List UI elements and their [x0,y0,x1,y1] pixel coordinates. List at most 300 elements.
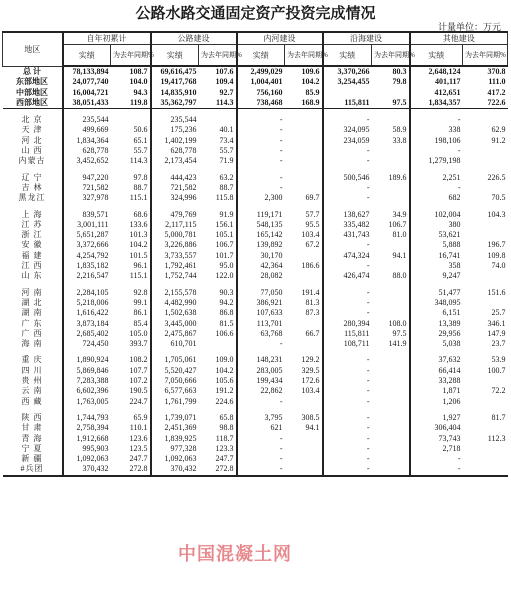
prev-year-cell: 100.7 [487,365,506,375]
prev-year-cell [463,230,508,240]
region-cell: 贵 州 [3,376,63,386]
prev-year-cell: 308.5 [285,413,323,423]
actual-cell: 426,474 [343,271,370,281]
region-cell: 江 苏 [3,220,63,230]
actual-cell: 3,445,000 [164,318,197,328]
actual-cell: - [279,115,283,125]
prev-year-cell: 94.3 [111,88,151,98]
table-row [3,88,508,98]
prev-year-cell [372,193,410,203]
prev-year-cell [463,454,508,464]
actual-cell: 234,059 [343,135,370,145]
prev-year-cell: 33.8 [372,136,410,146]
prev-year-cell [372,454,410,464]
actual-cell: 3,873,184 [76,318,109,328]
prev-year-cell: 104.0 [111,77,151,87]
actual-cell: - [366,365,370,375]
actual-cell: 412,651 [434,87,461,97]
actual-cell: 756,160 [256,87,283,97]
prev-year-cell: 55.7 [199,146,237,156]
actual-cell: 2,284,105 [76,287,109,297]
prev-year-cell: 86.8 [199,308,237,318]
actual-cell: 2,155,578 [164,287,197,297]
prev-year-cell: 86.1 [111,308,151,318]
prev-year-cell: 108.7 [111,66,151,77]
region-cell: 辽 宁 [3,173,63,183]
prev-year-cell [285,319,323,329]
actual-cell: 283,005 [256,365,283,375]
actual-cell: 38,051,433 [63,98,111,109]
table-row [3,413,508,423]
prev-year-header: 为去年同期% [199,45,237,67]
prev-year-cell [463,397,508,407]
prev-year-cell [111,115,151,125]
region-cell: 山 东 [3,271,63,281]
prev-year-cell [372,115,410,125]
actual-cell: 29,956 [438,328,461,338]
table-row [3,156,508,166]
actual-cell: 235,544 [82,115,109,125]
actual-cell: 306,404 [434,423,461,433]
table-row [3,136,508,146]
prev-year-cell [463,220,508,230]
table-row [3,355,508,365]
actual-cell: - [366,261,370,271]
actual-cell: - [457,115,461,125]
prev-year-cell: 65.1 [111,136,151,146]
actual-cell: - [366,386,370,396]
actual-cell: 4,482,990 [164,297,197,307]
actual-cell: 1,835,182 [76,261,109,271]
prev-year-cell: 191.4 [285,288,323,298]
prev-year-cell [285,464,323,475]
prev-year-cell [285,136,323,146]
group-header-coastal: 沿海建设 [323,32,410,45]
actual-cell: 1,705,061 [164,355,197,365]
prev-year-cell: 65.9 [111,413,151,423]
prev-year-cell: 103.4 [285,386,323,396]
prev-year-cell: 40.1 [199,125,237,135]
prev-year-cell: 247.7 [111,454,151,464]
actual-cell: 1,206 [442,396,461,406]
actual-cell: 358 [448,261,461,271]
prev-year-cell: 108.2 [111,355,151,365]
prev-year-cell: 81.0 [372,230,410,240]
prev-year-cell: 151.6 [487,287,506,297]
actual-cell: 1,763,005 [76,396,109,406]
actual-cell: - [457,146,461,156]
prev-year-cell: 99.1 [111,298,151,308]
actual-cell: 108,711 [343,339,370,349]
prev-year-cell [285,125,323,135]
actual-cell: 3,372,666 [76,240,109,250]
actual-cell: 479,769 [170,209,197,219]
actual-cell: 1,834,357 [410,98,463,109]
actual-cell: 1,834,364 [76,135,109,145]
actual-cell: 324,095 [343,125,370,135]
prev-year-cell: 123.3 [199,444,237,454]
actual-cell: - [366,454,370,464]
prev-year-cell: 92.7 [199,88,237,98]
actual-cell: 327,978 [82,193,109,203]
actual-cell: 721,582 [170,182,197,192]
actual-cell: 2,499,029 [250,67,283,76]
actual-cell: - [323,464,372,475]
actual-cell: 35,362,797 [151,98,199,109]
prev-year-cell: 79.8 [372,77,410,87]
prev-year-cell [372,413,410,423]
prev-year-cell [285,397,323,407]
actual-cell: 621 [270,423,283,433]
prev-year-cell: 95.5 [285,220,323,230]
prev-year-cell [372,434,410,444]
prev-year-cell [372,261,410,271]
prev-year-cell [372,288,410,298]
region-cell: 湖 南 [3,308,63,318]
actual-cell: 1,502,638 [164,308,197,318]
actual-cell: 73,743 [438,433,461,443]
actual-cell: 2,475,867 [164,328,197,338]
actual-cell: 6,602,396 [76,386,109,396]
actual-cell: 3,254,455 [337,77,370,87]
actual-cell: 3,733,557 [164,250,197,260]
actual-cell: 165,142 [256,230,283,240]
actual-cell: 280,394 [343,318,370,328]
actual-cell: 13,389 [438,318,461,328]
prev-year-cell: 57.7 [285,210,323,220]
watermark: 中国混凝土网 [178,544,292,565]
prev-year-cell: 168.9 [285,98,323,109]
actual-cell: 2,758,394 [76,423,109,433]
actual-cell: 22,862 [260,386,283,396]
prev-year-cell: 186.6 [285,261,323,271]
actual-cell: 198,106 [434,135,461,145]
region-cell: 山 西 [3,146,63,156]
actual-cell: 610,701 [170,339,197,349]
actual-cell: 5,000,781 [164,230,197,240]
prev-year-cell: 109.8 [487,250,506,260]
prev-year-cell: 63.2 [199,173,237,183]
prev-year-cell [463,464,508,475]
actual-cell: 53,621 [438,230,461,240]
actual-cell: - [366,443,370,453]
region-cell: 总 计 [3,66,63,77]
actual-cell: - [366,115,370,125]
prev-year-cell: 81.3 [285,298,323,308]
prev-year-cell [372,366,410,376]
actual-cell: 5,888 [442,240,461,250]
prev-year-cell: 80.3 [372,66,410,77]
region-cell: 广 东 [3,319,63,329]
actual-header: 实绩 [323,45,372,67]
region-cell: 重 庆 [3,355,63,365]
actual-cell: 115,811 [323,98,372,109]
actual-cell: 2,451,369 [164,423,197,433]
actual-header: 实绩 [63,45,111,67]
actual-cell: 3,795 [264,412,283,422]
prev-year-cell: 108.0 [372,319,410,329]
actual-cell: 5,869,846 [76,365,109,375]
prev-year-cell: 98.8 [199,423,237,433]
actual-cell: 69,616,475 [160,67,197,76]
actual-cell: 139,892 [256,240,283,250]
table-row [3,173,508,183]
prev-year-cell: 115.8 [199,193,237,203]
actual-cell: 7,283,388 [76,376,109,386]
prev-year-cell [463,271,508,281]
region-cell: 四 川 [3,366,63,376]
table-row [3,298,508,308]
prev-year-cell: 50.6 [111,125,151,135]
actual-cell: - [279,125,283,135]
prev-year-cell [285,339,323,349]
table-row [3,434,508,444]
prev-year-cell: 94.1 [372,251,410,261]
prev-year-cell [285,115,323,125]
actual-cell: - [279,156,283,166]
actual-cell: 6,151 [442,308,461,318]
prev-year-cell: 107.7 [111,366,151,376]
table-row [3,319,508,329]
actual-cell: 2,173,454 [164,156,197,166]
actual-cell: 499,669 [82,125,109,135]
prev-year-header: 为去年同期% [111,45,151,67]
prev-year-cell: 106.7 [199,240,237,250]
prev-year-cell: 72.2 [491,386,506,396]
prev-year-cell: 87.3 [285,308,323,318]
prev-year-cell: 172.6 [285,376,323,386]
prev-year-cell [372,464,410,475]
prev-year-cell: 110.1 [111,423,151,433]
region-cell: 安 徽 [3,240,63,250]
region-cell: 陕 西 [3,413,63,423]
actual-cell: 5,038 [442,339,461,349]
actual-cell: 37,632 [438,355,461,365]
region-cell: 青 海 [3,434,63,444]
prev-year-cell [372,386,410,396]
prev-year-cell: 106.7 [372,220,410,230]
actual-cell: 175,236 [170,125,197,135]
region-cell: 甘 肃 [3,423,63,433]
prev-year-cell: 85.4 [111,319,151,329]
actual-cell: 628,778 [82,146,109,156]
prev-year-cell: 114.3 [111,156,151,166]
actual-cell: 30,170 [260,250,283,260]
prev-year-cell: 92.8 [111,288,151,298]
prev-year-cell: 119.8 [111,98,151,109]
actual-cell: - [457,182,461,192]
prev-year-cell: 65.8 [199,413,237,423]
region-cell: 湖 北 [3,298,63,308]
actual-cell: 5,218,006 [76,297,109,307]
table-row [3,115,508,125]
actual-cell: - [457,454,461,464]
table-row [3,308,508,318]
prev-year-cell: 190.5 [111,386,151,396]
actual-cell: - [279,339,283,349]
actual-cell: 500,546 [343,172,370,182]
table-row [3,376,508,386]
actual-cell: 1,279,198 [428,156,461,166]
prev-year-header: 为去年同期% [463,45,508,67]
region-cell: 吉 林 [3,183,63,193]
region-cell: 河 北 [3,136,63,146]
actual-cell: 2,685,402 [76,328,109,338]
region-cell: 黑龙江 [3,193,63,203]
actual-cell: - [366,156,370,166]
prev-year-cell: 69.7 [285,193,323,203]
prev-year-cell: 91.9 [199,210,237,220]
region-cell: 广 西 [3,329,63,339]
prev-year-cell: 115.1 [111,271,151,281]
actual-cell: - [279,135,283,145]
actual-cell: 401,117 [434,77,461,87]
prev-year-cell: 118.7 [199,434,237,444]
actual-cell: - [366,412,370,422]
group-header-highway: 公路建设 [151,32,237,45]
prev-year-cell: 247.7 [199,454,237,464]
prev-year-cell: 123.6 [111,434,151,444]
prev-year-cell: 111.0 [488,77,506,87]
table-row [3,386,508,396]
prev-year-cell: 81.7 [491,412,506,422]
region-cell: 天 津 [3,125,63,135]
actual-cell: 548,135 [256,219,283,229]
table-row [3,397,508,407]
actual-cell: 947,220 [82,172,109,182]
region-cell: #兵团 [3,464,63,475]
prev-year-cell: 393.7 [111,339,151,349]
actual-cell: 338 [448,125,461,135]
actual-cell: 839,571 [82,209,109,219]
actual-cell: 115,811 [344,328,370,338]
actual-cell: 42,364 [260,261,283,271]
prev-year-cell: 23.7 [491,339,506,349]
actual-cell: - [366,182,370,192]
page-title: 公路水路交通固定资产投资完成情况 [135,4,376,22]
region-cell: 西部地区 [3,98,63,109]
actual-cell: - [279,146,283,156]
actual-cell: 16,741 [438,250,461,260]
actual-cell: 78,133,894 [72,67,109,76]
actual-cell: - [237,464,285,475]
prev-year-cell [372,355,410,365]
actual-cell: 380 [448,219,461,229]
prev-year-cell: 224.7 [111,397,151,407]
table-row [3,366,508,376]
prev-year-cell [372,397,410,407]
prev-year-cell: 122.0 [199,271,237,281]
prev-year-cell: 91.2 [491,135,506,145]
prev-year-cell: 103.4 [285,230,323,240]
actual-cell: 1,792,461 [164,261,197,271]
prev-year-cell: 105.6 [199,376,237,386]
actual-cell: - [366,433,370,443]
actual-cell: 63,768 [260,328,283,338]
actual-cell: 474,324 [343,250,370,260]
prev-year-cell: 25.7 [491,308,506,318]
prev-year-cell: 114.3 [199,98,237,109]
actual-cell: 1,890,924 [76,355,109,365]
actual-cell: 738,468 [237,98,285,109]
unit-label: 计量单位：万元 [437,23,501,33]
actual-cell: - [366,297,370,307]
prev-year-cell: 224.6 [199,397,237,407]
actual-cell: 235,544 [170,115,197,125]
actual-cell: 348,095 [434,297,461,307]
table-row [3,210,508,220]
prev-year-cell [372,240,410,250]
actual-cell: 102,004 [434,209,461,219]
prev-year-cell: 156.1 [199,220,237,230]
table-row [3,261,508,271]
prev-year-cell [285,251,323,261]
prev-year-cell [199,339,237,349]
table-row [3,230,508,240]
actual-cell: 2,216,547 [76,271,109,281]
prev-year-cell: 115.1 [111,193,151,203]
actual-cell: - [279,182,283,192]
table-row [3,193,508,203]
prev-year-cell: 67.2 [285,240,323,250]
prev-year-cell: 109.4 [199,77,237,87]
actual-cell: 370,432 [63,464,111,475]
prev-year-cell [372,146,410,156]
prev-year-cell: 189.6 [372,173,410,183]
actual-cell: 324,996 [170,193,197,203]
prev-year-cell: 196.7 [487,240,506,250]
actual-cell: 1,004,401 [250,77,283,87]
actual-cell: 28,082 [260,271,283,281]
prev-year-cell: 104.2 [199,366,237,376]
prev-year-cell: 55.7 [111,146,151,156]
table-row [3,77,508,87]
prev-year-cell: 94.1 [285,423,323,433]
table-row [3,146,508,156]
actual-cell: - [366,287,370,297]
region-cell: 新 疆 [3,454,63,464]
actual-cell: 14,835,910 [160,87,197,97]
table-row [3,464,508,475]
prev-year-cell: 107.2 [111,376,151,386]
prev-year-cell: 101.7 [199,251,237,261]
prev-year-cell: 107.6 [199,66,237,77]
region-cell: 江 西 [3,261,63,271]
prev-year-cell: 96.1 [111,261,151,271]
prev-year-cell: 97.5 [372,98,410,109]
prev-year-cell: 62.9 [491,125,506,135]
prev-year-cell [285,434,323,444]
prev-year-cell: 97.8 [111,173,151,183]
prev-year-cell: 68.6 [111,210,151,220]
prev-year-cell: 95.0 [199,261,237,271]
prev-year-cell: 722.6 [463,98,508,109]
actual-cell: - [279,454,283,464]
prev-year-cell [463,423,508,433]
actual-cell: - [279,172,283,182]
prev-year-cell [285,173,323,183]
actual-cell: 1,402,199 [164,135,197,145]
prev-year-header: 为去年同期% [372,45,410,67]
prev-year-cell: 81.5 [199,319,237,329]
actual-cell: 682 [448,193,461,203]
actual-cell: - [279,443,283,453]
actual-cell: 628,778 [170,146,197,156]
prev-year-cell [199,115,237,125]
prev-year-cell: 70.5 [491,193,506,203]
prev-year-cell [285,183,323,193]
actual-cell: - [366,146,370,156]
